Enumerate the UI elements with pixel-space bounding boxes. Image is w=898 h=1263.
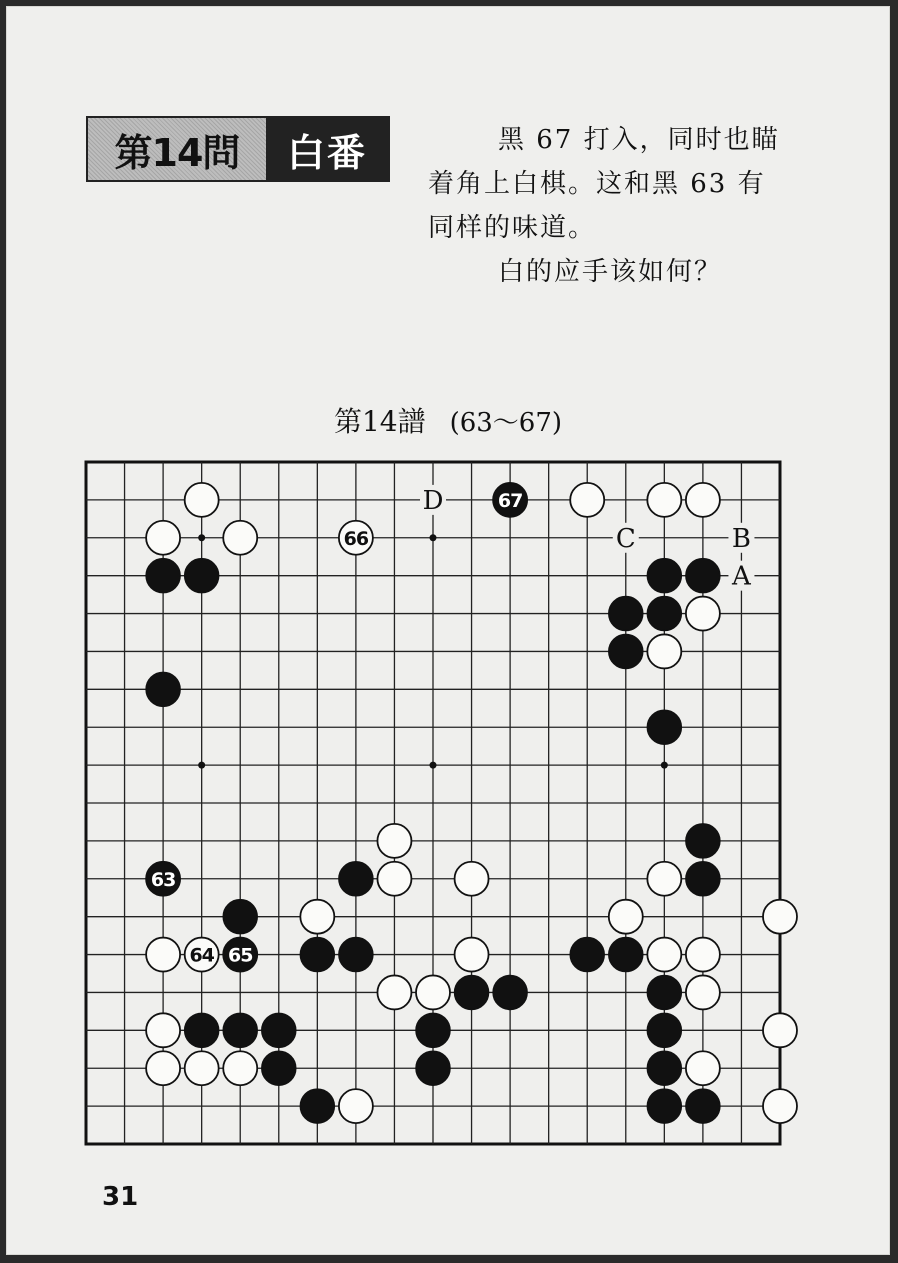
black-stone xyxy=(647,1051,681,1085)
stone-number-66: 66 xyxy=(343,527,369,550)
black-stone xyxy=(686,559,720,593)
white-stone xyxy=(570,483,604,517)
white-stone xyxy=(185,1051,219,1085)
black-stone xyxy=(300,1089,334,1123)
white-stone xyxy=(647,938,681,972)
figure-title: 第14譜 xyxy=(333,405,426,438)
star-point xyxy=(198,534,205,541)
white-stone xyxy=(763,900,797,934)
problem-label: 第14問 xyxy=(88,118,266,180)
white-stone xyxy=(455,938,489,972)
stone-number-67: 67 xyxy=(497,489,523,512)
white-stone xyxy=(339,1089,373,1123)
star-point xyxy=(198,762,205,769)
go-board-diagram xyxy=(6,6,890,1255)
white-stone xyxy=(185,483,219,517)
white-stone xyxy=(686,975,720,1009)
black-stone xyxy=(647,597,681,631)
white-stone xyxy=(223,1051,257,1085)
black-stone xyxy=(647,975,681,1009)
star-point xyxy=(430,534,437,541)
black-stone xyxy=(647,1013,681,1047)
star-point xyxy=(661,762,668,769)
white-stone xyxy=(763,1013,797,1047)
black-stone xyxy=(609,634,643,668)
white-stone xyxy=(146,521,180,555)
black-stone xyxy=(223,900,257,934)
description-line-2: 着角上白棋。这和黑 63 有 xyxy=(428,169,766,199)
description-line-1: 黑 67 打入，同时也瞄 xyxy=(498,125,780,155)
white-stone xyxy=(763,1089,797,1123)
black-stone xyxy=(647,1089,681,1123)
white-stone xyxy=(146,938,180,972)
black-stone xyxy=(609,938,643,972)
black-stone xyxy=(609,597,643,631)
stone-number-65: 65 xyxy=(227,944,253,967)
black-stone xyxy=(686,824,720,858)
white-stone xyxy=(686,597,720,631)
white-stone xyxy=(686,1051,720,1085)
figure-move-range: (63～67) xyxy=(449,408,563,438)
white-stone xyxy=(455,862,489,896)
black-stone xyxy=(570,938,604,972)
black-stone xyxy=(223,1013,257,1047)
description-line-3: 同样的味道。 xyxy=(428,213,597,243)
white-stone xyxy=(146,1051,180,1085)
white-stone xyxy=(609,900,643,934)
black-stone xyxy=(416,1013,450,1047)
black-stone xyxy=(416,1051,450,1085)
stone-number-64: 64 xyxy=(189,944,214,967)
white-stone xyxy=(647,483,681,517)
description-question: 白的应手该如何？ xyxy=(498,257,723,287)
black-stone xyxy=(493,975,527,1009)
page-number: 31 xyxy=(102,1182,139,1212)
turn-label: 白番 xyxy=(286,130,367,175)
white-stone xyxy=(223,521,257,555)
white-stone xyxy=(686,483,720,517)
black-stone xyxy=(455,975,489,1009)
board-marker-A: A xyxy=(732,561,751,592)
white-stone xyxy=(377,862,411,896)
white-stone xyxy=(647,634,681,668)
black-stone xyxy=(146,559,180,593)
white-stone xyxy=(647,862,681,896)
black-stone xyxy=(339,862,373,896)
board-marker-D: D xyxy=(422,485,444,516)
stone-number-63: 63 xyxy=(150,868,176,891)
black-stone xyxy=(262,1013,296,1047)
black-stone xyxy=(686,1089,720,1123)
white-stone xyxy=(686,938,720,972)
black-stone xyxy=(146,672,180,706)
star-point xyxy=(430,762,437,769)
black-stone xyxy=(647,710,681,744)
white-stone xyxy=(300,900,334,934)
black-stone xyxy=(262,1051,296,1085)
white-stone xyxy=(416,975,450,1009)
black-stone xyxy=(647,559,681,593)
black-stone xyxy=(300,938,334,972)
black-stone xyxy=(339,938,373,972)
white-stone xyxy=(146,1013,180,1047)
book-page xyxy=(6,6,890,1255)
black-stone xyxy=(185,1013,219,1047)
board-marker-B: B xyxy=(731,523,751,554)
black-stone xyxy=(185,559,219,593)
board-marker-C: C xyxy=(615,523,636,554)
black-stone xyxy=(686,862,720,896)
white-stone xyxy=(377,824,411,858)
white-stone xyxy=(377,975,411,1009)
